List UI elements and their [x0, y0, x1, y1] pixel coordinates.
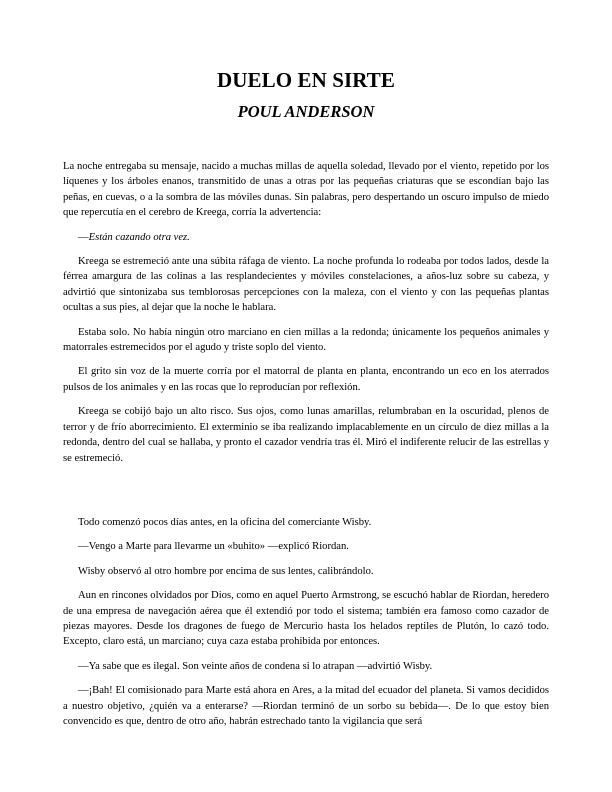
paragraph: —Ya sabe que es ilegal. Son veinte años de condena si lo atrapan —advirtió Wisby. [78, 660, 433, 672]
paragraph-warning [63, 230, 549, 245]
story-title: DUELO EN SIRTE [216, 68, 396, 92]
section-one [63, 122, 549, 466]
paragraph: Kreega se cobijó bajo un alto risco. Sus ojos, como lunas amarillas, relumbraban en la oscuridad, plenos de terror y de frío aborrecimiento. El exterminio se iba realizando implacablemente en un círculo de diez millas a la redonda, dentro del cual se hallaba, y pronto el cazador vendría tras él. Miró el indiferente relucir de las estrellas y se estremeció. [63, 406, 549, 464]
italic-warning-text: Están cazando otra vez. [88, 231, 190, 243]
author-name: POUL ANDERSON [237, 102, 375, 121]
paragraph: Kreega se estremeció ante una súbita ráfaga de viento. La noche profunda lo rodeaba por todos lados, desde la férrea amargura de las colinas a las resplandecientes y móviles constelaciones, a años-luz sobre su cabeza, y advirtió que sintonizaba sus temblorosas percepciones con la maleza, con el viento y con las pequeñas plantas ocultas a sus pies, al dejar que la noche le hablara. [63, 256, 549, 314]
paragraph: —Vengo a Marte para llevarme un «buhito» —explicó Riordan. [78, 541, 349, 553]
paragraph: La noche entregaba su mensaje, nacido a muchas millas de aquella soledad, llevado por el viento, repetido por los líquenes y los árboles enanos, transmitido de unas a otras por las pequeñas criaturas que se escondían bajo las peñas, en cuevas, o a la sombra de las móviles dunas. Sin palabras, pero despertando un oscuro impulso de miedo que repercutía en el cerebro de Kreega, corría la advertencia: [63, 161, 549, 219]
paragraph: El grito sin voz de la muerte corría por el matorral de planta en planta, encontrando un eco en los aterrados pulsos de los animales y en las rocas que lo reproducían por reflexión. [63, 366, 549, 393]
dash: — [78, 231, 89, 243]
paragraph: Todo comenzó pocos días antes, en la oficina del comerciante Wisby. [78, 516, 372, 528]
paragraph: —¡Bah! El comisionado para Marte está ahora en Ares, a la mitad del ecuador del planeta. Si vamos decididos a nuestro objetivo, ¿quién va a enterarse? —Riordan terminó de un sorbo su bebida—. De lo que estoy bien convencido es que, dentro de otro año, habrán estrechado tanto la vigilancia que será [63, 685, 549, 727]
paragraph: Wisby observó al otro hombre por encima de sus lentes, calibrándolo. [78, 565, 374, 577]
paragraph: Aun en rincones olvidados por Dios, como en aquel Puerto Armstrong, se escuchó hablar de Riordan, heredero de una empresa de navegación aérea que él extendió por todo el sistema; también era famoso como cazador de piezas mayores. Desde los dragones de fuego de Mercurio hasta los helados reptiles de Plutón, lo cazó todo. Excepto, claro está, un marciano; cuya caza estaba prohibida por entonces. [63, 590, 549, 648]
paragraph: Estaba solo. No había ningún otro marciano en cien millas a la redonda; únicamente los pequeños animales y matorrales estremecidos por el agudo y triste soplo del viento. [63, 326, 549, 354]
section-two [63, 475, 549, 729]
